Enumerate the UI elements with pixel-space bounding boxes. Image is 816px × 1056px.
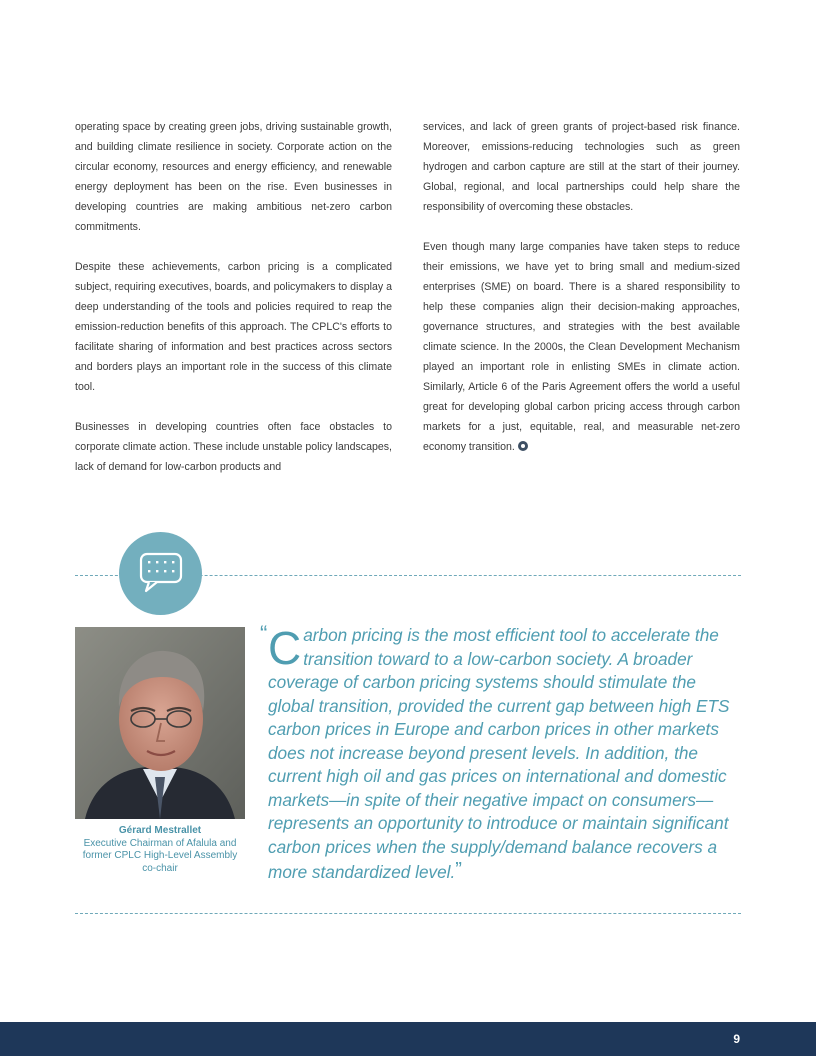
speech-bubble-icon	[119, 532, 202, 615]
speaker-title: Executive Chairman of Afalula and former CPLC High-Level Assembly co-chair	[82, 837, 238, 874]
paragraph: Despite these achievements, carbon pricing is a complicated subject, requiring executives, boards, and policymakers to display a deep understanding of the tools and policies required to reap the emission-reduction benefits of this approach. The CPLC's efforts to facilitate sharing of information and best practices across sectors and borders plays an important role in the success of this climate tool.	[75, 261, 392, 393]
pull-quote	[260, 621, 746, 885]
end-of-article-icon	[518, 441, 528, 451]
quote-divider-bottom	[75, 913, 741, 914]
speaker-portrait	[75, 627, 245, 819]
paragraph-text: Even though many large companies have taken steps to reduce their emissions, we have yet to bring small and medium-sized enterprises (SME) on board. There is a shared responsibility to help these companies align their decision-making approaches, governance structures, and strategies with the best available climate science. In the 2000s, the Clean Development Mechanism played an important role in enlisting SMEs in climate action. Similarly, Article 6 of the Paris Agreement offers the world a useful great for developing global carbon pricing access through carbon markets for a just, equitable, real, and measurable net-zero economy transition.	[423, 241, 740, 453]
speaker-name: Gérard Mestrallet	[118, 825, 202, 836]
close-quote-mark: ”	[455, 859, 462, 881]
paragraph: Businesses in developing countries often face obstacles to corporate climate action. These include unstable policy landscapes, lack of demand for low-carbon products and	[75, 421, 392, 473]
right-text-column	[423, 117, 740, 477]
paragraph: operating space by creating green jobs, driving sustainable growth, and building climate resilience in society. Corporate action on the circular economy, resources and energy efficiency, and renewable energy deployment has been on the rise. Even businesses in developing countries are making ambitious net-zero carbon commitments.	[75, 121, 392, 233]
open-quote-mark: “	[260, 621, 268, 646]
page-number: 9	[733, 1032, 740, 1046]
speaker-caption	[75, 825, 245, 875]
left-text-column	[75, 117, 392, 497]
page-footer	[0, 1022, 816, 1056]
quote-drop-cap: C	[268, 622, 302, 674]
paragraph: services, and lack of green grants of project-based risk finance. Moreover, emissions-reducing technologies such as green hydrogen and carbon capture are still at the start of their journey. Global, regional, and local partnerships could help share the responsibility of overcoming these obstacles.	[423, 121, 740, 213]
quote-text: arbon pricing is the most efficient tool to accelerate the transition toward to a low-carbon society. A broader coverage of carbon pricing systems should stimulate the global transition, provided the current gap between high ETS carbon prices in Europe and carbon prices in other markets does not increase beyond present levels. In addition, the current high oil and gas prices on international and domestic markets—in spite of their negative impact on consumers—represents an opportunity to introduce or maintain significant carbon prices when the supply/demand balance recovers a more standardized level.	[268, 625, 730, 882]
paragraph-final	[423, 237, 740, 457]
